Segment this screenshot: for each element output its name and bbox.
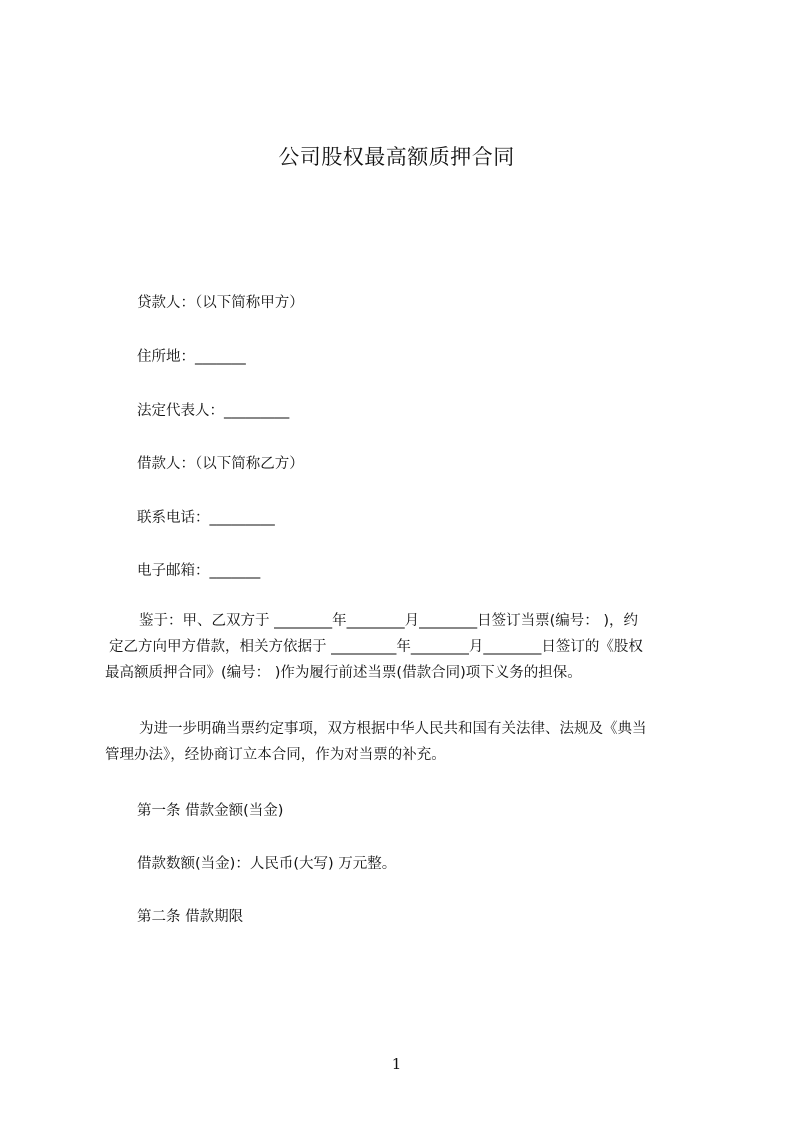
address-line: 住所地：_______ xyxy=(137,349,246,365)
legal-representative-line: 法定代表人：_________ xyxy=(137,403,290,419)
page-number: 1 xyxy=(391,1055,402,1073)
recital-line-1: 鉴于：甲、乙双方于 ________年________月________日签订当票(编号： )，约 xyxy=(139,613,639,629)
lender-line: 贷款人：（以下简称甲方） xyxy=(137,295,304,311)
article-2-heading: 第二条 借款期限 xyxy=(137,909,244,925)
article-1-text: 借款数额(当金)：人民币(大写) 万元整。 xyxy=(137,856,397,872)
borrower-line: 借款人：（以下简称乙方） xyxy=(137,456,304,472)
recital-line-2: 定乙方向甲方借款，相关方依据于 _________年________月________日签订的《股权 xyxy=(109,639,643,655)
document-title: 公司股权最高额质押合同 xyxy=(278,145,515,169)
article-1-heading: 第一条 借款金额(当金) xyxy=(137,803,284,819)
purpose-paragraph xyxy=(105,716,700,768)
purpose-line-1: 为进一步明确当票约定事项，双方根据中华人民共和国有关法律、法规及《典当 xyxy=(139,721,647,737)
phone-line: 联系电话：_________ xyxy=(137,510,275,526)
recital-paragraph xyxy=(105,608,700,686)
recital-line-3: 最高额质押合同》(编号： )作为履行前述当票(借款合同)项下义务的担保。 xyxy=(105,665,582,681)
purpose-line-2: 管理办法》，经协商订立本合同，作为对当票的补充。 xyxy=(105,747,446,763)
email-line: 电子邮箱：_______ xyxy=(137,563,261,579)
